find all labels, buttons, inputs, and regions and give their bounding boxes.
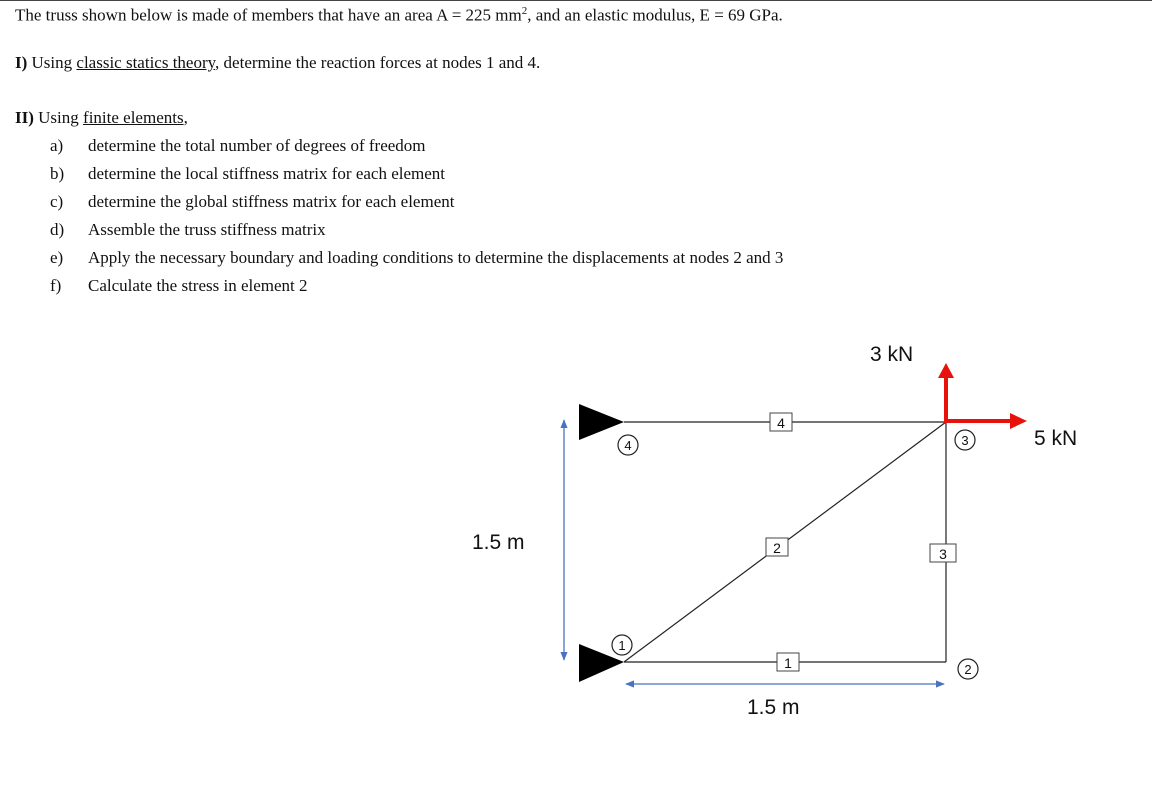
- item-text: Assemble the truss stiffness matrix: [88, 220, 326, 239]
- node-1-label: 1: [618, 638, 626, 653]
- dimension-vertical-label: 1.5 m: [472, 531, 525, 554]
- part-two-post: ,: [183, 108, 188, 127]
- load-vertical-arrow: [938, 363, 954, 420]
- part-one-pre: Using: [31, 53, 73, 72]
- item-label: f): [50, 276, 62, 295]
- item-text: determine the global stiffness matrix for each element: [88, 192, 455, 211]
- dimension-horizontal-label: 1.5 m: [747, 696, 800, 719]
- part-two-label: II): [15, 108, 34, 127]
- item-text: Calculate the stress in element 2: [88, 276, 308, 295]
- element-3-label: 3: [939, 546, 947, 562]
- part-two-pre: Using: [38, 108, 79, 127]
- intro-text-a: The truss shown below is made of members that have an area A = 225 mm: [15, 5, 522, 25]
- item-text: determine the local stiffness matrix for each element: [88, 164, 446, 183]
- load-horizontal-arrow: [944, 413, 1027, 429]
- item-label: d): [50, 220, 65, 239]
- node-3-label: 3: [961, 433, 969, 448]
- support-node-4-icon: [579, 404, 624, 440]
- part-one-post: , determine the reaction forces at nodes 1 and 4.: [215, 53, 541, 72]
- intro-superscript: 2: [521, 5, 528, 17]
- item-label: b): [50, 164, 65, 183]
- load-horizontal-label: 5 kN: [1034, 427, 1078, 450]
- part-two-underlined: finite elements: [83, 108, 184, 127]
- item-label: e): [50, 248, 64, 267]
- item-label: a): [50, 136, 64, 155]
- part-one-underlined: classic statics theory: [76, 53, 216, 72]
- intro-text-b: , and an elastic modulus, E = 69 GPa.: [527, 5, 783, 25]
- node-4-label: 4: [624, 438, 632, 453]
- item-label: c): [50, 192, 64, 211]
- item-text: determine the total number of degrees of freedom: [88, 136, 426, 155]
- part-one-label: I): [15, 53, 28, 72]
- node-2-label: 2: [964, 662, 972, 677]
- element-4-label: 4: [777, 415, 785, 431]
- element-2-label: 2: [773, 540, 781, 556]
- item-text: Apply the necessary boundary and loading conditions to determine the displacements at nodes 2 and 3: [88, 248, 784, 267]
- element-1-label: 1: [784, 655, 792, 671]
- load-vertical-label: 3 kN: [870, 343, 914, 366]
